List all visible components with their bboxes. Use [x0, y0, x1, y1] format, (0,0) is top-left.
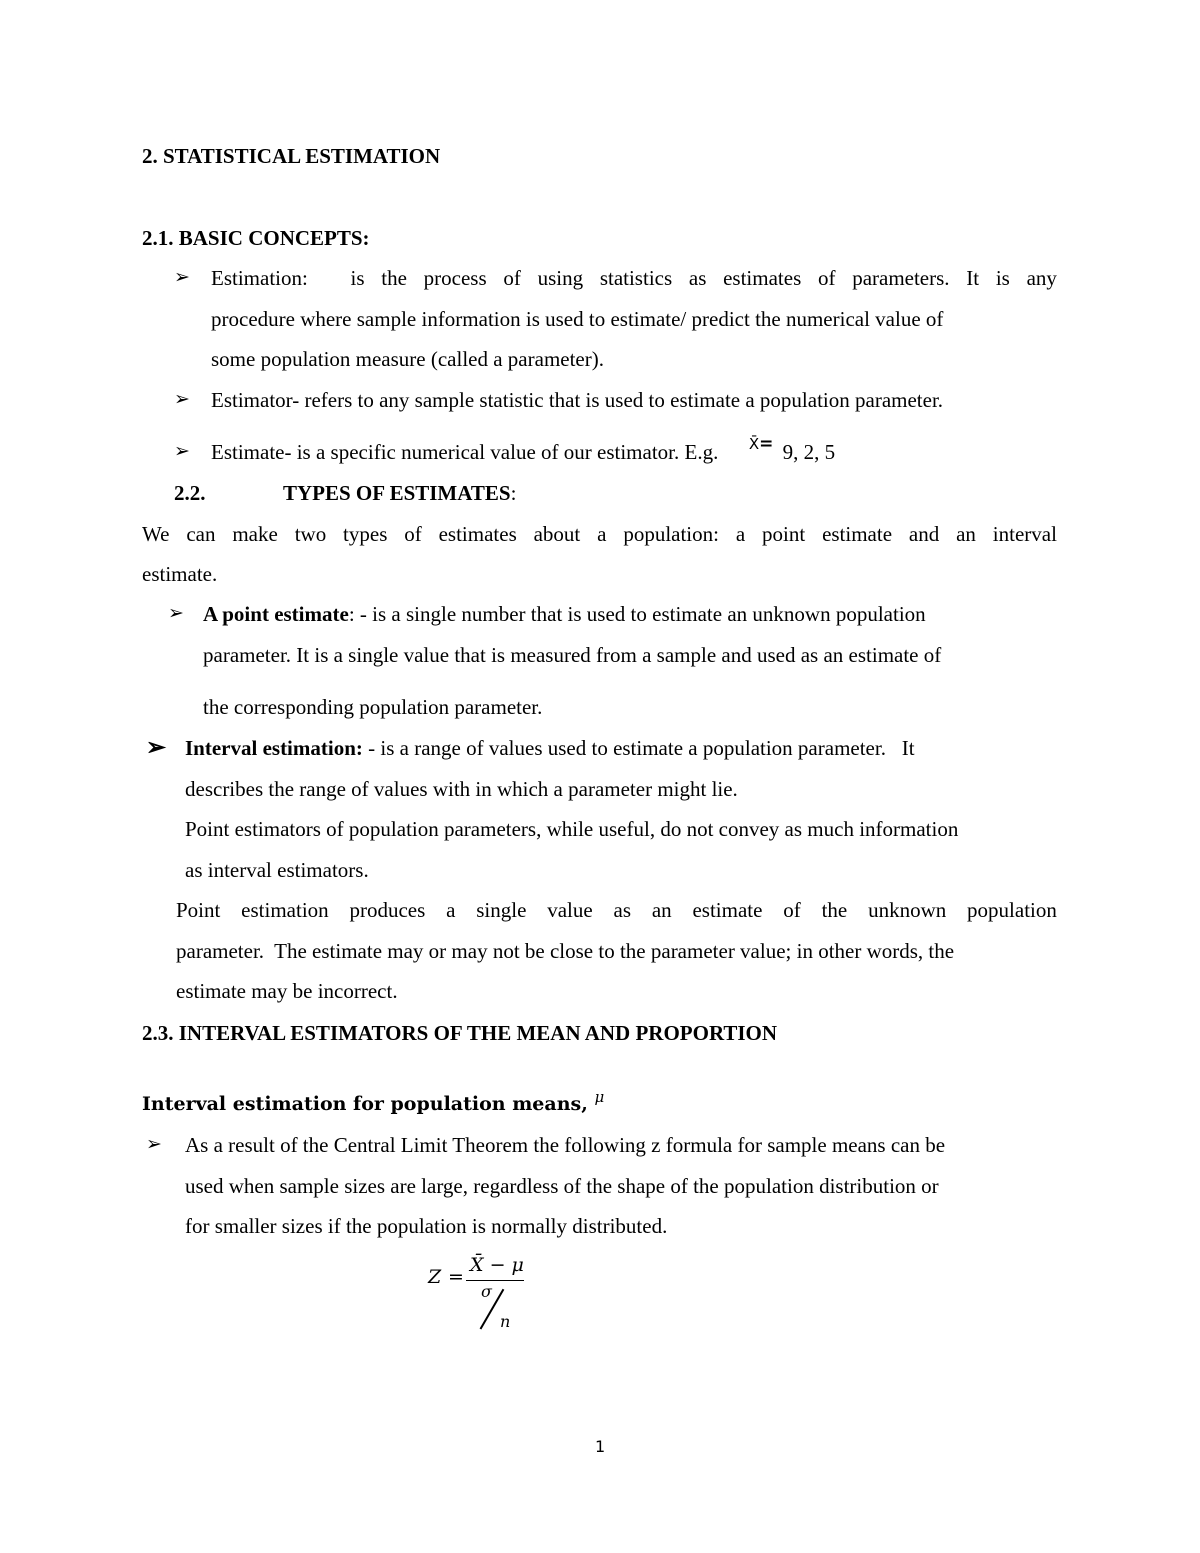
- arrow-bullet-icon: ➢: [174, 267, 190, 288]
- point-estimate-line2: parameter. It is a single value that is measured from a sample and used as an estimate of: [203, 643, 942, 667]
- word: an: [956, 522, 976, 546]
- interval-estimation-term: Interval estimation:: [185, 736, 363, 760]
- word: interval: [992, 522, 1057, 546]
- interval-estimation-line1: [185, 735, 915, 761]
- word: estimate: [822, 522, 893, 546]
- page-number: 1: [595, 1437, 606, 1456]
- word: process: [423, 266, 487, 290]
- interval-estimation-line2: describes the range of values with in which a parameter might lie.: [185, 777, 738, 801]
- word: Point: [176, 898, 221, 922]
- means-heading-text: Interval estimation for population means,: [142, 1093, 588, 1115]
- word: point: [762, 522, 806, 546]
- point-estimate-text: : - is a single number that is used to estimate an unknown population: [348, 602, 926, 626]
- estimation-definition-line2: procedure where sample information is used to estimate/ predict the numerical value of: [211, 307, 944, 331]
- word: estimate: [692, 898, 763, 922]
- word: It: [966, 266, 980, 290]
- estimate-definition: [211, 434, 836, 467]
- point-estimate-line3: the corresponding population parameter.: [203, 695, 543, 719]
- word: and: [908, 522, 940, 546]
- point-estimation-paragraph-line3: estimate may be incorrect.: [176, 979, 398, 1003]
- word: parameters.: [852, 266, 950, 290]
- word: types: [343, 522, 388, 546]
- word: as: [688, 266, 707, 290]
- arrow-bullet-icon: ➢: [146, 1134, 162, 1155]
- clt-line1: As a result of the Central Limit Theorem the following z formula for sample means can be: [185, 1133, 946, 1157]
- word: a: [597, 522, 607, 546]
- word: as: [613, 898, 632, 922]
- formula-z: Z: [428, 1266, 442, 1288]
- word: of: [783, 898, 801, 922]
- types-colon: :: [510, 481, 517, 505]
- word: is: [995, 266, 1010, 290]
- subsection-number-types: 2.2.: [174, 481, 206, 505]
- estimation-definition-line1: [211, 265, 1057, 291]
- word: single: [476, 898, 527, 922]
- point-estimate-line1: [203, 601, 926, 627]
- word: two: [294, 522, 327, 546]
- word: a: [735, 522, 746, 546]
- formula-sigma: σ: [481, 1282, 492, 1301]
- word: estimates: [723, 266, 802, 290]
- formula-n: n: [500, 1312, 511, 1331]
- interval-estimation-line3: Point estimators of population parameters, while useful, do not convey as much information: [185, 817, 959, 841]
- point-estimation-paragraph-line2: parameter. The estimate may or may not be close to the parameter value; in other words, the: [176, 939, 955, 963]
- arrow-bullet-icon: ➢: [174, 389, 190, 410]
- word: a: [446, 898, 456, 922]
- arrow-bullet-bold-icon: ➢: [146, 735, 167, 761]
- interval-estimation-means-heading: [142, 1088, 605, 1118]
- word: population: [967, 898, 1057, 922]
- interval-estimation-line4: as interval estimators.: [185, 858, 369, 882]
- word: of: [404, 522, 422, 546]
- types-title: TYPES OF ESTIMATES: [283, 481, 511, 505]
- word: statistics: [599, 266, 673, 290]
- subsection-heading-basic-concepts: 2.1. BASIC CONCEPTS:: [142, 226, 370, 250]
- clt-line2: used when sample sizes are large, regardless of the shape of the population distribution or: [185, 1174, 939, 1198]
- types-intro-line1: [142, 521, 1057, 547]
- arrow-bullet-icon: ➢: [174, 441, 190, 462]
- word: of: [503, 266, 521, 290]
- section-heading: 2. STATISTICAL ESTIMATION: [142, 144, 441, 168]
- word: unknown: [868, 898, 947, 922]
- word: an: [651, 898, 672, 922]
- word: using: [537, 266, 584, 290]
- word: estimates: [438, 522, 517, 546]
- word: the: [821, 898, 848, 922]
- arrow-bullet-icon: ➢: [168, 603, 184, 624]
- estimate-values: 9, 2, 5: [782, 440, 836, 464]
- mu-symbol: μ: [594, 1088, 605, 1106]
- types-intro-line2: estimate.: [142, 562, 218, 586]
- estimate-text: Estimate- is a specific numerical value of our estimator. E.g.: [211, 440, 719, 464]
- word: any: [1026, 266, 1057, 290]
- fraction-bar: [466, 1280, 524, 1281]
- word: produces: [349, 898, 426, 922]
- x-bar-symbol: X̄: [748, 435, 760, 453]
- formula-numerator: X̄ − μ: [470, 1254, 524, 1276]
- equals-sign: =: [759, 434, 774, 454]
- estimation-term: Estimation:: [211, 266, 308, 290]
- word: We: [142, 522, 170, 546]
- estimator-definition: Estimator- refers to any sample statistic that is used to estimate a population parameter.: [211, 388, 944, 412]
- word: value: [547, 898, 593, 922]
- subsection-heading-types: [283, 480, 516, 506]
- interval-estimation-text: - is a range of values used to estimate a population parameter. It: [362, 736, 915, 760]
- point-estimate-term: A point estimate: [203, 602, 349, 626]
- word: estimation: [241, 898, 329, 922]
- word: about: [533, 522, 581, 546]
- subsection-heading-interval-estimators: 2.3. INTERVAL ESTIMATORS OF THE MEAN AND PROPORTION: [142, 1021, 778, 1045]
- word: of: [817, 266, 836, 290]
- word: make: [232, 522, 278, 546]
- clt-line3: for smaller sizes if the population is normally distributed.: [185, 1214, 668, 1238]
- z-formula: [426, 1252, 546, 1342]
- word: can: [186, 522, 216, 546]
- point-estimation-paragraph-line1: [176, 897, 1057, 923]
- formula-equals: =: [448, 1266, 464, 1288]
- estimation-definition-line3: some population measure (called a parameter).: [211, 347, 604, 371]
- word: is: [350, 266, 365, 290]
- word: population:: [623, 522, 719, 546]
- word: the: [381, 266, 407, 290]
